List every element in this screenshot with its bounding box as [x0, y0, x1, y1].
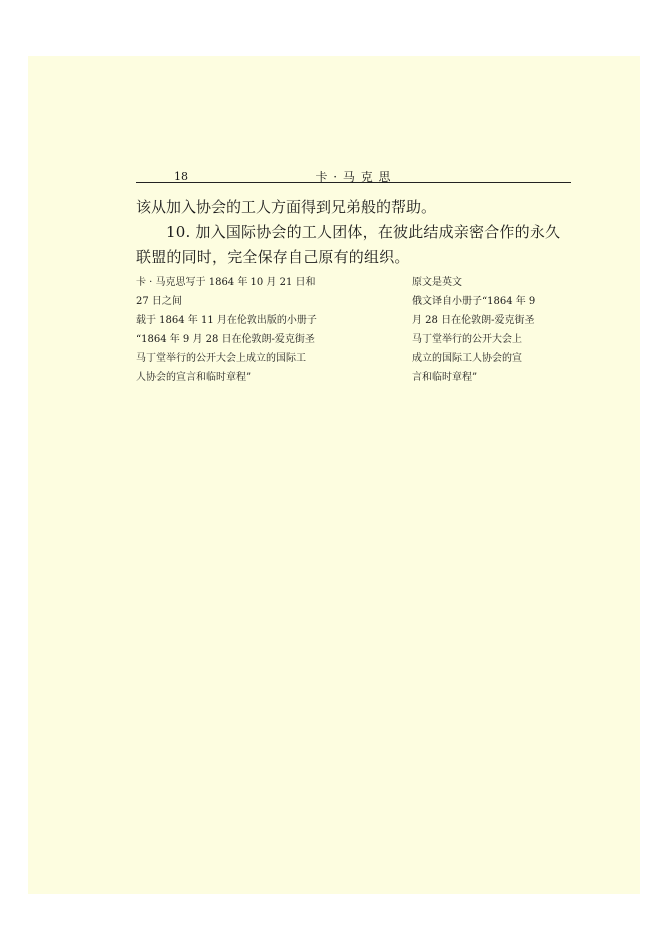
note-line: 月 28 日在伦敦朗-爱克街圣: [412, 315, 535, 326]
note-line: 原文是英文: [412, 277, 462, 288]
note-line: 27 日之间: [136, 296, 182, 307]
note-line: 马丁堂举行的公开大会上成立的国际工: [136, 353, 306, 364]
body-line: 该从加入协会的工人方面得到兄弟般的帮助。: [136, 198, 437, 216]
source-note-right: [412, 273, 572, 387]
note-line: 载于 1864 年 11 月在伦敦出版的小册子: [136, 315, 317, 326]
body-text: [136, 195, 571, 270]
source-note-left: [136, 273, 336, 387]
note-line: 言和临时章程”: [412, 372, 478, 383]
note-line: 成立的国际工人协会的宣: [412, 353, 522, 364]
note-line: “1864 年 9 月 28 日在伦敦朗-爱克街圣: [136, 334, 315, 345]
running-head: 卡 · 马 克 思: [315, 170, 392, 184]
note-line: 俄文译自小册子“1864 年 9: [412, 296, 536, 307]
note-line: 卡 · 马克思写于 1864 年 10 月 21 日和: [136, 277, 316, 288]
page-header: [136, 162, 571, 183]
paragraph-10: 10. 加入国际协会的工人团体，在彼此结成亲密合作的永久联盟的同时，完全保存自己原有的组织。: [136, 223, 561, 266]
page-number: 18: [174, 170, 188, 183]
note-line: 人协会的宣言和临时章程”: [136, 372, 252, 383]
note-line: 马丁堂举行的公开大会上: [412, 334, 522, 345]
document-page: [28, 56, 640, 894]
